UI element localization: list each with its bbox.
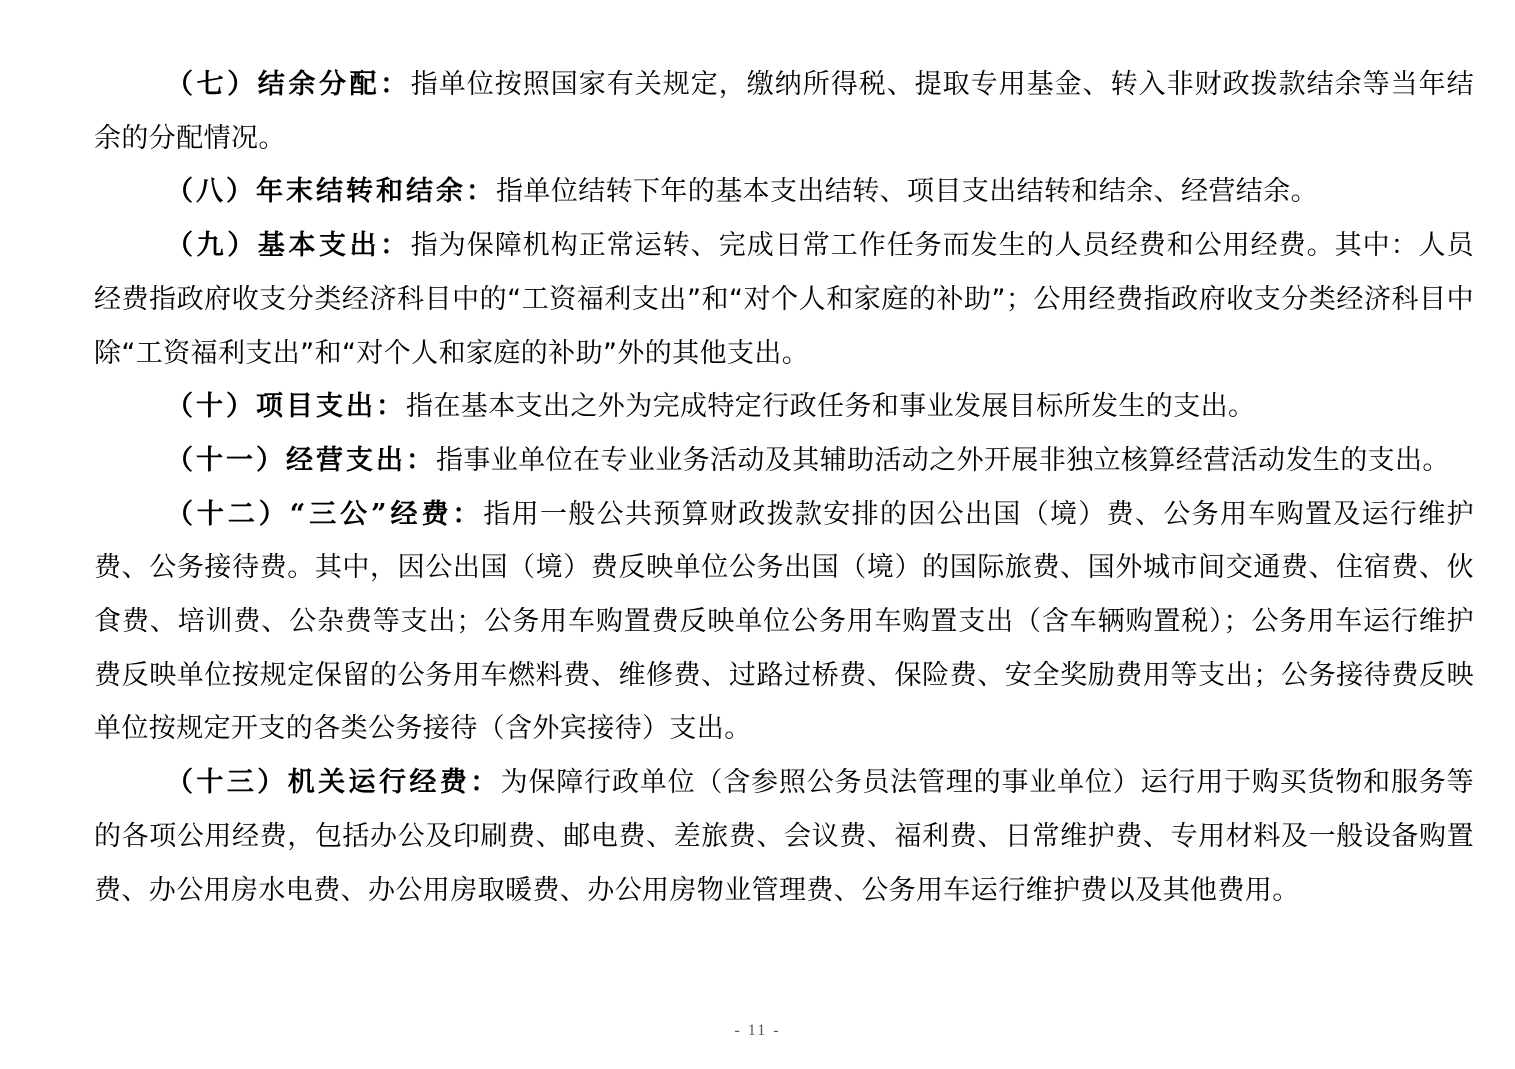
term-definition: 指事业单位在专业业务活动及其辅助活动之外开展非独立核算经营活动发生的支出。	[436, 444, 1450, 476]
paragraph-year-end-balance	[94, 165, 1474, 219]
paragraph-project-expenditure	[94, 380, 1474, 434]
page-number: - 11 -	[734, 1022, 781, 1039]
paragraph-basic-expenditure	[94, 219, 1474, 380]
paragraph-surplus-distribution	[94, 58, 1474, 165]
term-definition: 指在基本支出之外为完成特定行政任务和事业发展目标所发生的支出。	[406, 391, 1256, 423]
paragraph-agency-operating-expenses	[94, 756, 1474, 917]
term-label: （九）基本支出：	[166, 230, 411, 262]
term-label: （十二）“三公”经费：	[166, 498, 484, 530]
term-definition: 指用一般公共预算财政拨款安排的因公出国（境）费、公务用车购置及运行维护费、公务接待费。其中，因公出国（境）费反映单位公务出国（境）的国际旅费、国外城市间交通费、住宿费、伙食费、培训费、公杂费等支出；公务用车购置费反映单位公务用车购置支出（含车辆购置税）；公务用车运行维护费反映单位按规定保留的公务用车燃料费、维修费、过路过桥费、保险费、安全奖励费用等支出；公务接待费反映单位按规定开支的各类公务接待（含外宾接待）支出。	[94, 498, 1474, 745]
term-definition: 指单位结转下年的基本支出结转、项目支出结转和结余、经营结余。	[496, 176, 1318, 208]
term-label: （十三）机关运行经费：	[166, 767, 501, 799]
term-definition: 指为保障机构正常运转、完成日常工作任务而发生的人员经费和公用经费。其中：人员经费指政府收支分类经济科目中的“工资福利支出”和“对个人和家庭的补助”；公用经费指政府收支分类经济科目中除“工资福利支出”和“对个人和家庭的补助”外的其他支出。	[94, 230, 1474, 369]
term-label: （十）项目支出：	[166, 391, 406, 423]
paragraph-three-public-expenses	[94, 488, 1474, 757]
term-definition: 指单位按照国家有关规定，缴纳所得税、提取专用基金、转入非财政拨款结余等当年结余的分配情况。	[94, 69, 1474, 154]
term-label: （十一）经营支出：	[166, 444, 436, 476]
paragraph-operating-expenditure	[94, 434, 1474, 488]
term-label: （七）结余分配：	[166, 69, 411, 100]
document-body	[94, 58, 1474, 917]
term-label: （八）年末结转和结余：	[166, 176, 496, 208]
term-definition: 为保障行政单位（含参照公务员法管理的事业单位）运行用于购买货物和服务等的各项公用经费，包括办公及印刷费、邮电费、差旅费、会议费、福利费、日常维护费、专用材料及一般设备购置费、办公用房水电费、办公用房取暖费、办公用房物业管理费、公务用车运行维护费以及其他费用。	[94, 767, 1475, 906]
